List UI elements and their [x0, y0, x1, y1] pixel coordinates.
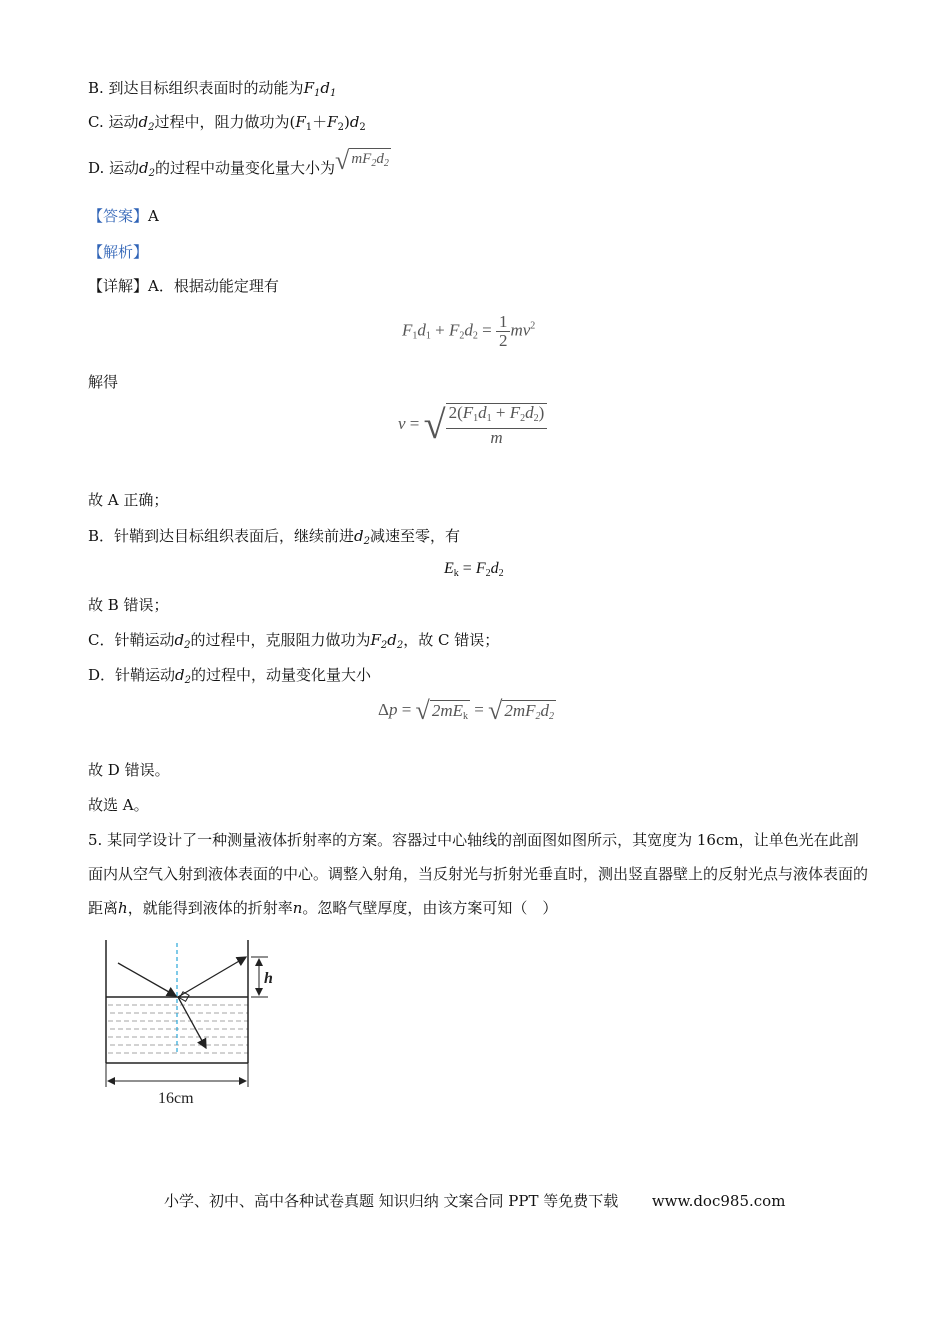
- liquid-region: [108, 1005, 248, 1053]
- q5-var-h: h: [118, 899, 128, 917]
- h-label: h: [264, 970, 273, 987]
- b-explanation: [88, 526, 460, 552]
- b-conclusion: 故 B 错误；: [88, 596, 169, 614]
- equation-4: Δp = √ $2mE_k$ = √ $2mF_2d_2$: [378, 696, 555, 725]
- option-b: [88, 78, 336, 104]
- final-answer: 故选 A。: [88, 796, 149, 814]
- c-text-2: 的过程中，克服阻力做功为: [190, 631, 371, 649]
- c-var: $d_2$: [174, 631, 191, 651]
- q5-var-n: n: [292, 899, 303, 917]
- b-var: $d_2$: [354, 527, 371, 547]
- b-text-2: 减速至零，有: [370, 527, 461, 545]
- equation-2: v = √ $\frac{2(F_1d_1 + F_2d_2)}{m}$: [398, 403, 547, 447]
- question-5: [88, 823, 868, 925]
- width-dimension: [106, 1063, 248, 1087]
- c-text-3: ，故 C 错误；: [403, 631, 500, 649]
- equation-1: $F_1d_1 + F_2d_2$ = $\frac{1}{2}$ $mv^2$: [402, 312, 536, 350]
- q5-text-3: 。忽略气壁厚度，由该方案可知（ ）: [302, 899, 558, 917]
- answer-line: [88, 206, 159, 226]
- option-d-text: D. 运动: [88, 159, 140, 177]
- option-c-var: $d_2$: [138, 113, 155, 133]
- d-var: $d_2$: [175, 666, 192, 686]
- c-text-1: C．针鞘运动: [88, 631, 175, 649]
- option-c-text: C. 运动: [88, 113, 139, 131]
- answer-tag: 【答案】: [88, 207, 149, 225]
- d-text-2: 的过程中，动量变化量大小: [191, 666, 372, 684]
- b-text-1: B．针鞘到达目标组织表面后，继续前进: [88, 527, 355, 545]
- q5-text-2: ，就能得到液体的折射率: [127, 899, 293, 917]
- option-c: [88, 112, 366, 138]
- page-footer: [164, 1190, 785, 1211]
- d-explanation: [88, 665, 371, 691]
- c-expr: $F_2d_2$: [370, 631, 404, 651]
- option-b-expr: $F_1d_1$: [303, 79, 337, 99]
- d-text-1: D．针鞘运动: [88, 666, 176, 684]
- incident-ray: [118, 963, 176, 996]
- detail-tag: 【详解】: [88, 277, 149, 295]
- container-diagram: [96, 935, 296, 1110]
- option-d-expr: √ $mF_2d_2$: [335, 146, 389, 175]
- option-d-mid: 的过程中动量变化量大小为: [155, 159, 336, 177]
- option-d: [88, 146, 391, 184]
- a-conclusion: 故 A 正确；: [88, 491, 169, 509]
- option-b-text: B. 到达目标组织表面时的动能为: [88, 79, 304, 97]
- d-conclusion: 故 D 错误。: [88, 761, 170, 779]
- analysis-line: [88, 242, 148, 262]
- analysis-tag: 【解析】: [88, 243, 149, 261]
- footer-text: 小学、初中、高中各种试卷真题 知识归纳 文案合同 PPT 等免费下载: [164, 1192, 619, 1210]
- option-c-mid: 过程中，阻力做功为: [154, 113, 290, 131]
- reflected-ray: [178, 957, 246, 997]
- q5-text-1: 5. 某同学设计了一种测量液体折射率的方案。容器过中心轴线的剖面图如图所示，其宽度为 16cm，让单色光在此剖面内从空气入射到液体表面的中心。调整入射角，当反射光与折射光垂直时，测出竖直器壁上的反射光点与液体表面的距离: [88, 831, 869, 917]
- detail-intro-text: A．根据动能定理有: [148, 277, 279, 295]
- footer-url[interactable]: www.doc985.com: [651, 1192, 786, 1210]
- option-c-expr: $(F_1+F_2)d_2$: [289, 113, 366, 133]
- answer-value: A: [148, 207, 159, 225]
- c-explanation: [88, 630, 499, 656]
- option-d-var: $d_2$: [139, 159, 156, 179]
- detail-intro: [88, 276, 279, 296]
- solve-label: 解得: [88, 373, 119, 391]
- equation-3: $E_k = F_2d_2$: [444, 560, 504, 579]
- width-label: 16cm: [158, 1090, 194, 1107]
